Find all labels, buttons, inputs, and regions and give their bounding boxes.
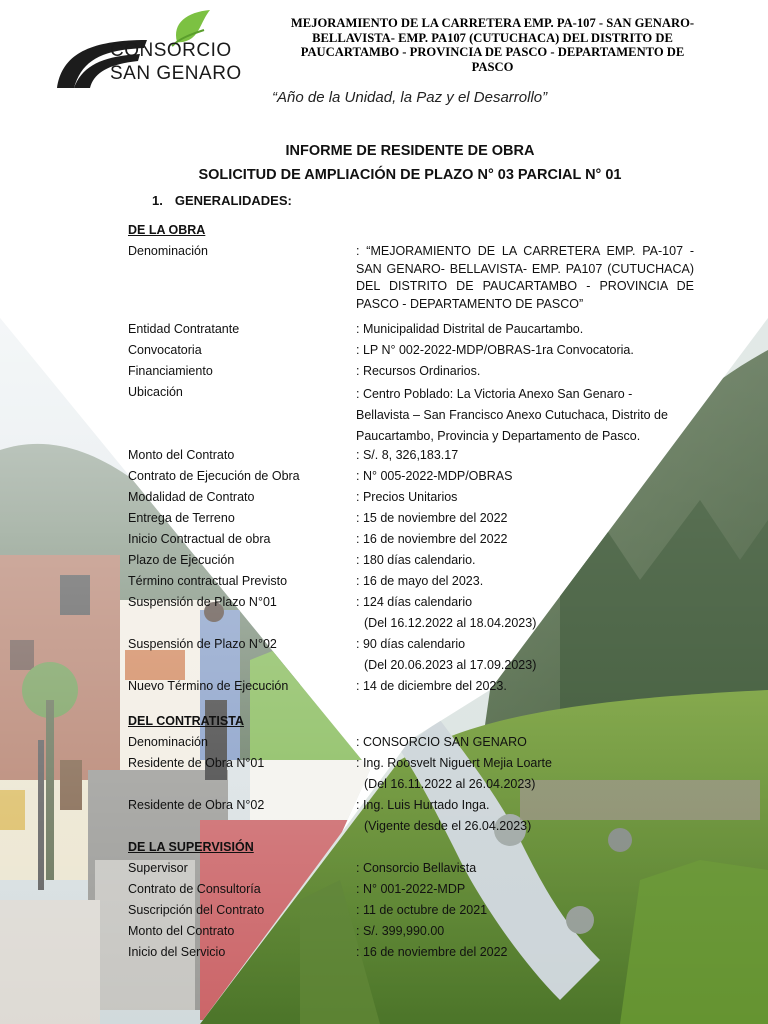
field-label: Residente de Obra N°01 <box>128 756 265 770</box>
field-value-note: (Del 16.11.2022 al 26.04.2023) <box>364 777 536 791</box>
field-label: Denominación <box>128 244 208 258</box>
field-value-ubicacion: : Centro Poblado: La Victoria Anexo San Genaro - Bellavista – San Francisco Anexo Cutuchaca, Distrito de Paucartambo, Provincia y Departamento de Pasco. <box>356 387 668 443</box>
field-value: : 90 días calendario <box>356 637 466 651</box>
field-value-note: (Del 20.06.2023 al 17.09.2023) <box>364 658 537 672</box>
field-value: : 15 de noviembre del 2022 <box>356 511 508 525</box>
field-label: Financiamiento <box>128 364 213 378</box>
field-label: Término contractual Previsto <box>128 574 288 588</box>
field-value: : N° 001-2022-MDP <box>356 882 466 896</box>
field-value: : Ing. Luis Hurtado Inga. <box>356 798 490 812</box>
field-label: Modalidad de Contrato <box>128 490 255 504</box>
field-label: Denominación <box>128 735 208 749</box>
section-label: GENERALIDADES: <box>174 193 292 208</box>
field-value: : 16 de noviembre del 2022 <box>356 532 508 546</box>
field-label: Inicio del Servicio <box>128 945 226 959</box>
field-label: Entrega de Terreno <box>128 511 235 525</box>
field-value: : CONSORCIO SAN GENARO <box>356 735 527 749</box>
field-value: : 180 días calendario. <box>356 553 476 567</box>
field-value: : S/. 8, 326,183.17 <box>356 448 459 462</box>
logo-text-line2: SAN GENARO <box>110 63 242 84</box>
field-label: Suscripción del Contrato <box>128 903 265 917</box>
field-label: Convocatoria <box>128 343 202 357</box>
field-value: : 124 días calendario <box>356 595 473 609</box>
field-value: : Consorcio Bellavista <box>356 861 477 875</box>
field-label: Contrato de Consultoría <box>128 882 261 896</box>
field-value: : 11 de octubre de 2021 <box>356 903 488 917</box>
field-value-denominacion: : “MEJORAMIENTO DE LA CARRETERA EMP. PA-107 - SAN GENARO- BELLAVISTA- EMP. PA107 (CUTUCHACA) DEL DISTRITO DE PAUCARTAMBO - PROVINCIA DE PASCO - DEPARTAMENTO DE PASCO” <box>356 244 694 311</box>
field-label: Nuevo Término de Ejecución <box>128 679 289 693</box>
field-value-note: (Del 16.12.2022 al 18.04.2023) <box>364 616 537 630</box>
field-value: : 16 de noviembre del 2022 <box>356 945 508 959</box>
field-value: : Recursos Ordinarios. <box>356 364 481 378</box>
heading-del-contratista: DEL CONTRATISTA <box>128 714 244 728</box>
field-label: Contrato de Ejecución de Obra <box>128 469 300 483</box>
official-motto: “Año de la Unidad, la Paz y el Desarrollo” <box>272 89 548 106</box>
field-label: Plazo de Ejecución <box>128 553 235 567</box>
logo-text-line1: CONSORCIO <box>110 40 232 61</box>
field-value-note: (Vigente desde el 26.04.2023) <box>364 819 532 833</box>
field-label: Supervisor <box>128 861 188 875</box>
report-subtitle: SOLICITUD DE AMPLIACIÓN DE PLAZO N° 03 PARCIAL N° 01 <box>198 167 622 183</box>
field-value: : LP N° 002-2022-MDP/OBRAS-1ra Convocatoria. <box>356 343 634 357</box>
field-value: : S/. 399,990.00 <box>356 924 445 938</box>
section-heading-generalidades <box>152 193 292 208</box>
section-number: 1. <box>152 193 163 208</box>
field-value: : 14 de diciembre del 2023. <box>356 679 507 693</box>
field-label: Suspensión de Plazo N°02 <box>128 637 277 651</box>
heading-de-la-supervision: DE LA SUPERVISIÓN <box>128 840 254 854</box>
field-label: Inicio Contractual de obra <box>128 532 271 546</box>
field-value: : N° 005-2022-MDP/OBRAS <box>356 469 513 483</box>
field-label: Suspensión de Plazo N°01 <box>128 595 277 609</box>
field-value: : 16 de mayo del 2023. <box>356 574 484 588</box>
report-title: INFORME DE RESIDENTE DE OBRA <box>285 143 535 159</box>
field-value: : Precios Unitarios <box>356 490 458 504</box>
field-value: : Municipalidad Distrital de Paucartambo. <box>356 322 584 336</box>
project-title: MEJORAMIENTO DE LA CARRETERA EMP. PA-107 - SAN GENARO- BELLAVISTA- EMP. PA107 (CUTUCHACA) DEL DISTRITO DE PAUCARTAMBO - PROVINCIA DE PASCO - DEPARTAMENTO DE PASCO <box>290 16 695 74</box>
field-label: Ubicación <box>128 385 183 399</box>
field-value: : Ing. Roosvelt Niguert Mejia Loarte <box>356 756 552 770</box>
heading-de-la-obra: DE LA OBRA <box>128 223 206 237</box>
field-label: Residente de Obra N°02 <box>128 798 265 812</box>
field-label: Monto del Contrato <box>128 924 235 938</box>
field-label: Entidad Contratante <box>128 322 240 336</box>
field-label: Monto del Contrato <box>128 448 235 462</box>
